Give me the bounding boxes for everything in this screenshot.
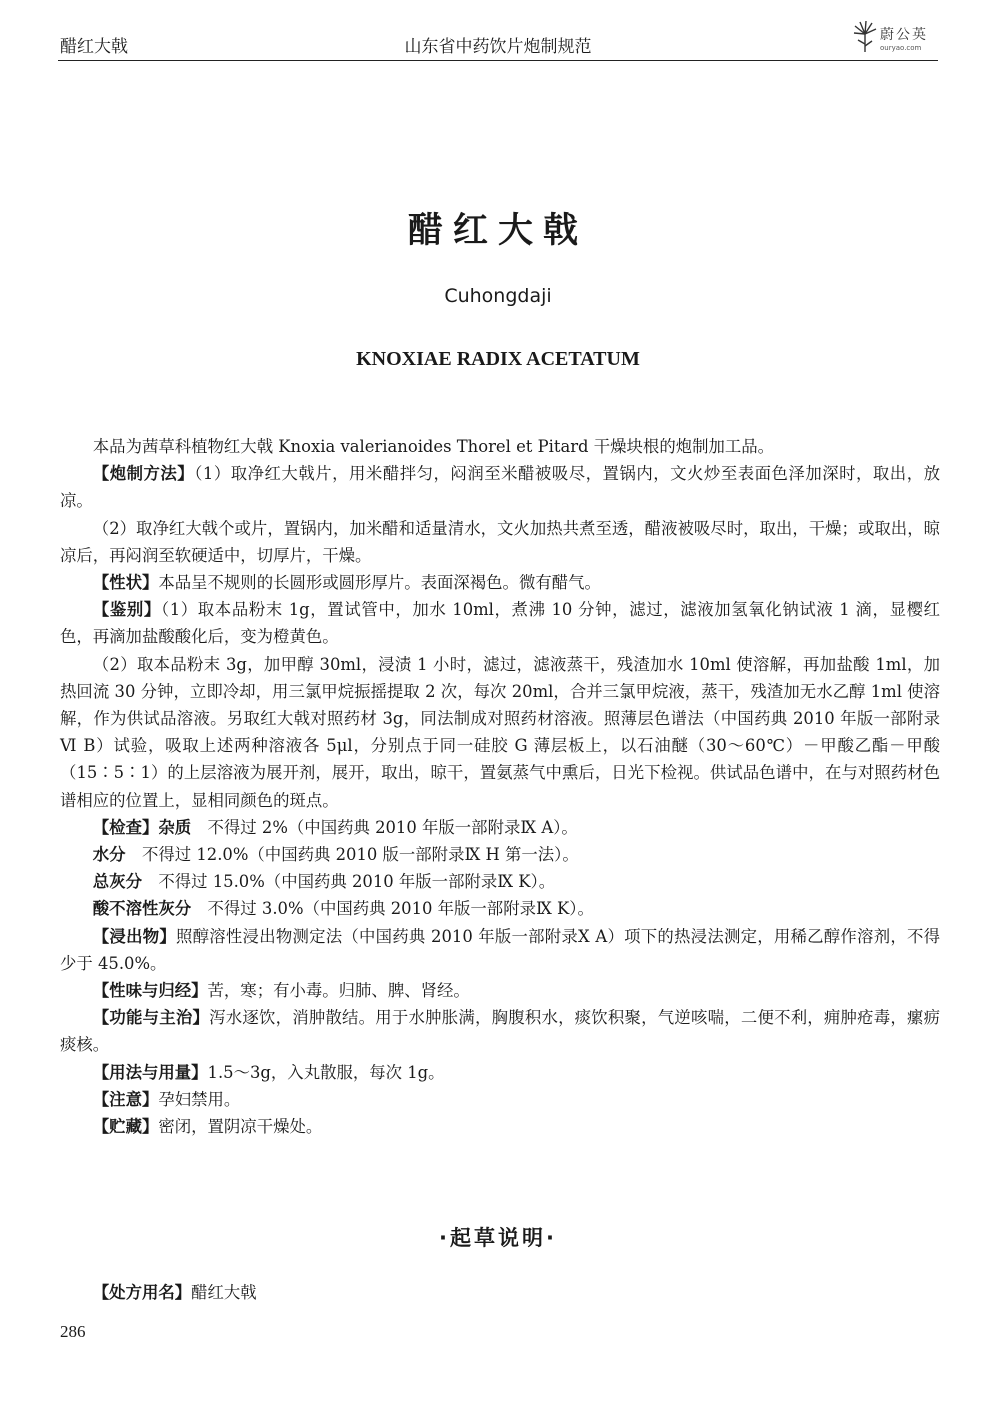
- section-text: （1）取净红大戟片，用米醋拌匀，闷润至米醋被吸尽，置锅内，文火炒至表面色泽加深时，取出，放凉。: [60, 464, 941, 511]
- page-header: [0, 0, 996, 60]
- page-number: 286: [60, 1322, 86, 1341]
- storage-paragraph: [60, 1113, 940, 1140]
- section-text: 密闭，置阴凉干燥处。: [158, 1117, 323, 1137]
- section-text: 不得过 15.0%（中国药典 2010 年版一部附录Ⅸ K）。: [141, 872, 556, 892]
- section-tag: 【处方用名】: [92, 1283, 192, 1302]
- check-impurity: [60, 814, 940, 841]
- section-text: 泻水逐饮，消肿散结。用于水肿胀满，胸腹积水，痰饮积聚，气逆咳喘，二便不利，痈肿疮毒，瘰疬痰核。: [60, 1008, 941, 1055]
- dosage-paragraph: [60, 1059, 940, 1086]
- identification-2: [60, 651, 940, 814]
- section-text: 1.5～3g，入丸散服，每次 1g。: [207, 1062, 445, 1082]
- section-text: 本品呈不规则的长圆形或圆形厚片。表面深褐色。微有醋气。: [158, 573, 601, 593]
- section-text: （2）取本品粉末 3g，加甲醇 30ml，浸渍 1 小时，滤过，滤液蒸干，残渣加水 10ml 使溶解，再加盐酸 1ml，加热回流 30 分钟，立即冷却，用三氯甲烷振摇提取 2 次，每次 20ml，合并三氯甲烷液，蒸干，残渣加无水乙醇 1ml 使溶解，作为供试品溶液。另取红大戟对照药材 3g，同法制成对照药材溶液。照薄层色谱法（中国药典 2010 年版一部附录Ⅵ B）试验，吸取上述两种溶液各 5μl，分别点于同一硅胶 G 薄层板上，以石油醚（30～60℃）－甲酸乙酯－甲酸（15∶5∶1）的上层溶液为展开剂，展开，取出，晾干，置氨蒸气中熏后，日光下检视。供试品色谱中，在与对照药材色谱相应的位置上，显相同颜色的斑点。: [60, 654, 940, 810]
- section-text: 不得过 2%（中国药典 2010 年版一部附录Ⅸ A）。: [191, 817, 578, 837]
- section-tag: 【炮制方法】: [92, 464, 195, 484]
- header-left-title: 醋红大戟: [60, 37, 128, 57]
- intro-text: 本品为茜草科植物红大戟 Knoxia valerianoides Thorel et Pitard 干燥块根的炮制加工品。: [92, 437, 775, 456]
- check-water: [60, 841, 940, 868]
- section-tag: 【性味与归经】: [92, 981, 208, 1001]
- section-tag: 【贮藏】: [92, 1117, 159, 1137]
- section-text: 醋红大戟: [191, 1283, 257, 1302]
- section-text: 不得过 3.0%（中国药典 2010 年版一部附录Ⅸ K）。: [191, 899, 594, 919]
- identification-1: [60, 596, 940, 650]
- function-paragraph: [60, 1004, 940, 1058]
- section-tag: 【功能与主治】: [92, 1008, 210, 1028]
- pinyin-name: Cuhongdaji: [444, 285, 552, 307]
- section-text: 苦，寒；有小毒。归肺、脾、肾经。: [207, 981, 470, 1001]
- section-text: 不得过 12.0%（中国药典 2010 版一部附录Ⅸ H 第一法）。: [125, 845, 579, 865]
- section-tag: 【性状】: [92, 573, 159, 593]
- page-title: 醋红大戟: [407, 211, 588, 251]
- section-text: （2）取净红大戟个或片，置锅内，加米醋和适量清水，文火加热共煮至透，醋液被吸尽时，取出，干燥；或取出，晾凉后，再闷润至软硬适中，切厚片，干燥。: [60, 518, 940, 565]
- check-total-ash: [60, 868, 940, 895]
- section-tag: 【注意】: [92, 1089, 159, 1109]
- section-text: 孕妇禁用。: [158, 1089, 241, 1109]
- section-tag: 【浸出物】: [92, 926, 176, 946]
- section-tag: 总灰分: [92, 872, 142, 892]
- monograph-body: [60, 433, 940, 1140]
- processing-method-2: [60, 515, 940, 569]
- section-tag: 酸不溶性灰分: [92, 899, 192, 919]
- section-text: （1）取本品粉末 1g，置试管中，加水 10ml，煮沸 10 分钟，滤过，滤液加氢氧化钠试液 1 滴，显樱红色，再滴加盐酸酸化后，变为橙黄色。: [60, 600, 941, 647]
- character-paragraph: [60, 569, 940, 596]
- section-tag: 【检查】杂质: [92, 817, 192, 837]
- publisher-logo: [852, 20, 948, 60]
- drafting-notes-body: [60, 1279, 940, 1306]
- logo-name: 蔚公英: [880, 27, 928, 43]
- logo-url: ouryao.com: [880, 44, 922, 52]
- header-book-title: 山东省中药饮片炮制规范: [404, 37, 592, 57]
- section-text: 照醇溶性浸出物测定法（中国药典 2010 年版一部附录Ⅹ A）项下的热浸法测定，用稀乙醇作溶剂，不得少于 45.0%。: [60, 926, 940, 973]
- section-tag: 水分: [92, 845, 126, 865]
- processing-method-1: [60, 460, 940, 514]
- intro-paragraph: [60, 433, 940, 460]
- section-tag: 【用法与用量】: [92, 1062, 208, 1082]
- latin-name: KNOXIAE RADIX ACETATUM: [356, 348, 640, 370]
- header-rule: [58, 60, 938, 61]
- dandelion-icon: [852, 20, 878, 54]
- section-tag: 【鉴别】: [92, 600, 161, 620]
- caution-paragraph: [60, 1086, 940, 1113]
- extractives-paragraph: [60, 923, 940, 977]
- prescription-name-paragraph: [60, 1279, 940, 1306]
- drafting-notes-heading: ·起草说明·: [439, 1226, 557, 1250]
- taste-meridian-paragraph: [60, 977, 940, 1004]
- check-acid-insoluble-ash: [60, 895, 940, 922]
